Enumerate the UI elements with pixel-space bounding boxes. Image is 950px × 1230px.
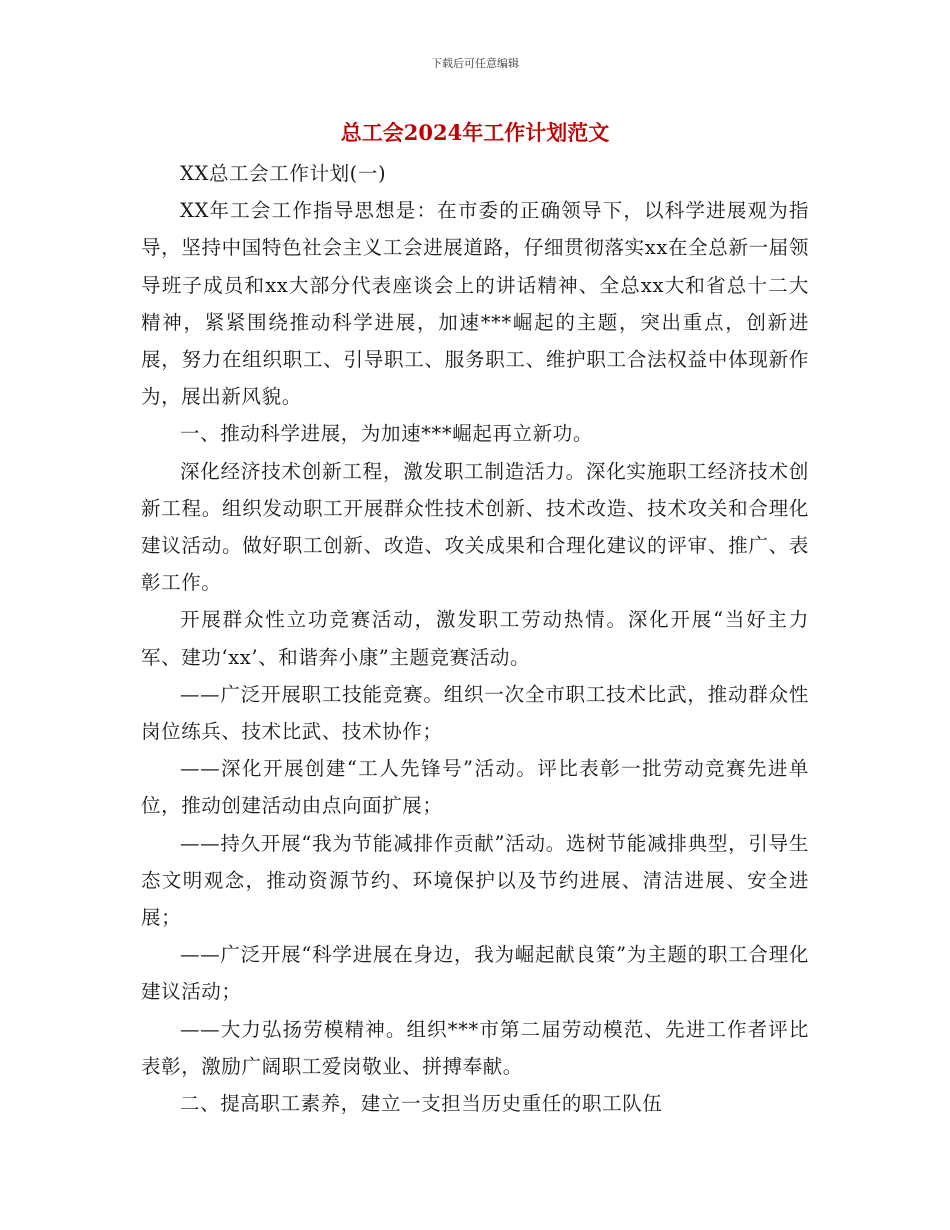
paragraph-plan-heading: XX总工会工作计划(一) (180, 162, 387, 185)
section-heading-2: 二、提高职工素养，建立一支担当历史重任的职工队伍 (180, 1092, 663, 1116)
list-item-pioneer: ——深化开展创建“工人先锋号”活动。评比表彰一批劳动竞赛先进单位，推动创建活动由点向面扩展； (141, 757, 809, 818)
document-title: 总工会2024年工作计划范文 (340, 120, 610, 145)
paragraph-competition: 开展群众性立功竞赛活动，激发职工劳动热情。深化开展“当好主力军、建功‘xx’、和谐奔小康”主题竞赛活动。 (141, 608, 809, 669)
list-item-suggestions: ——广泛开展“科学进展在身边，我为崛起献良策”为主题的职工合理化建议活动； (141, 943, 809, 1004)
section-heading-1: 一、推动科学进展，为加速***崛起再立新功。 (180, 422, 593, 446)
document-body (141, 155, 809, 1122)
list-item-model-workers: ——大力弘扬劳模精神。组织***市第二届劳动模范、先进工作者评比表彰，激励广阔职工爱岗敬业、拼搏奉献。 (141, 1017, 809, 1078)
list-item-skills-contest: ——广泛开展职工技能竞赛。组织一次全市职工技术比武，推动群众性岗位练兵、技术比武、技术协作； (141, 682, 809, 744)
paragraph-innovation: 深化经济技术创新工程，激发职工制造活力。深化实施职工经济技术创新工程。组织发动职工开展群众性技术创新、技术改造、技术攻关和合理化建议活动。做好职工创新、改造、攻关成果和合理化建议的评审、推广、表彰工作。 (141, 459, 809, 595)
page-header-note: 下载后可任意编辑 (431, 57, 519, 70)
list-item-energy-saving: ——持久开展“我为节能减排作贡献”活动。选树节能减排典型，引导生态文明观念，推动资源节约、环境保护以及节约进展、清洁进展、安全进展； (141, 831, 809, 930)
paragraph-guiding-thought: XX年工会工作指导思想是：在市委的正确领导下，以科学进展观为指导，坚持中国特色社会主义工会进展道路，仔细贯彻落实xx在全总新一届领导班子成员和xx大部分代表座谈会上的讲话精神、全总xx大和省总十二大精神，紧紧围绕推动科学进展，加速***崛起的主题，突出重点，创新进展，努力在组织职工、引导职工、服务职工、维护职工合法权益中体现新作为，展出新风貌。 (141, 199, 809, 409)
